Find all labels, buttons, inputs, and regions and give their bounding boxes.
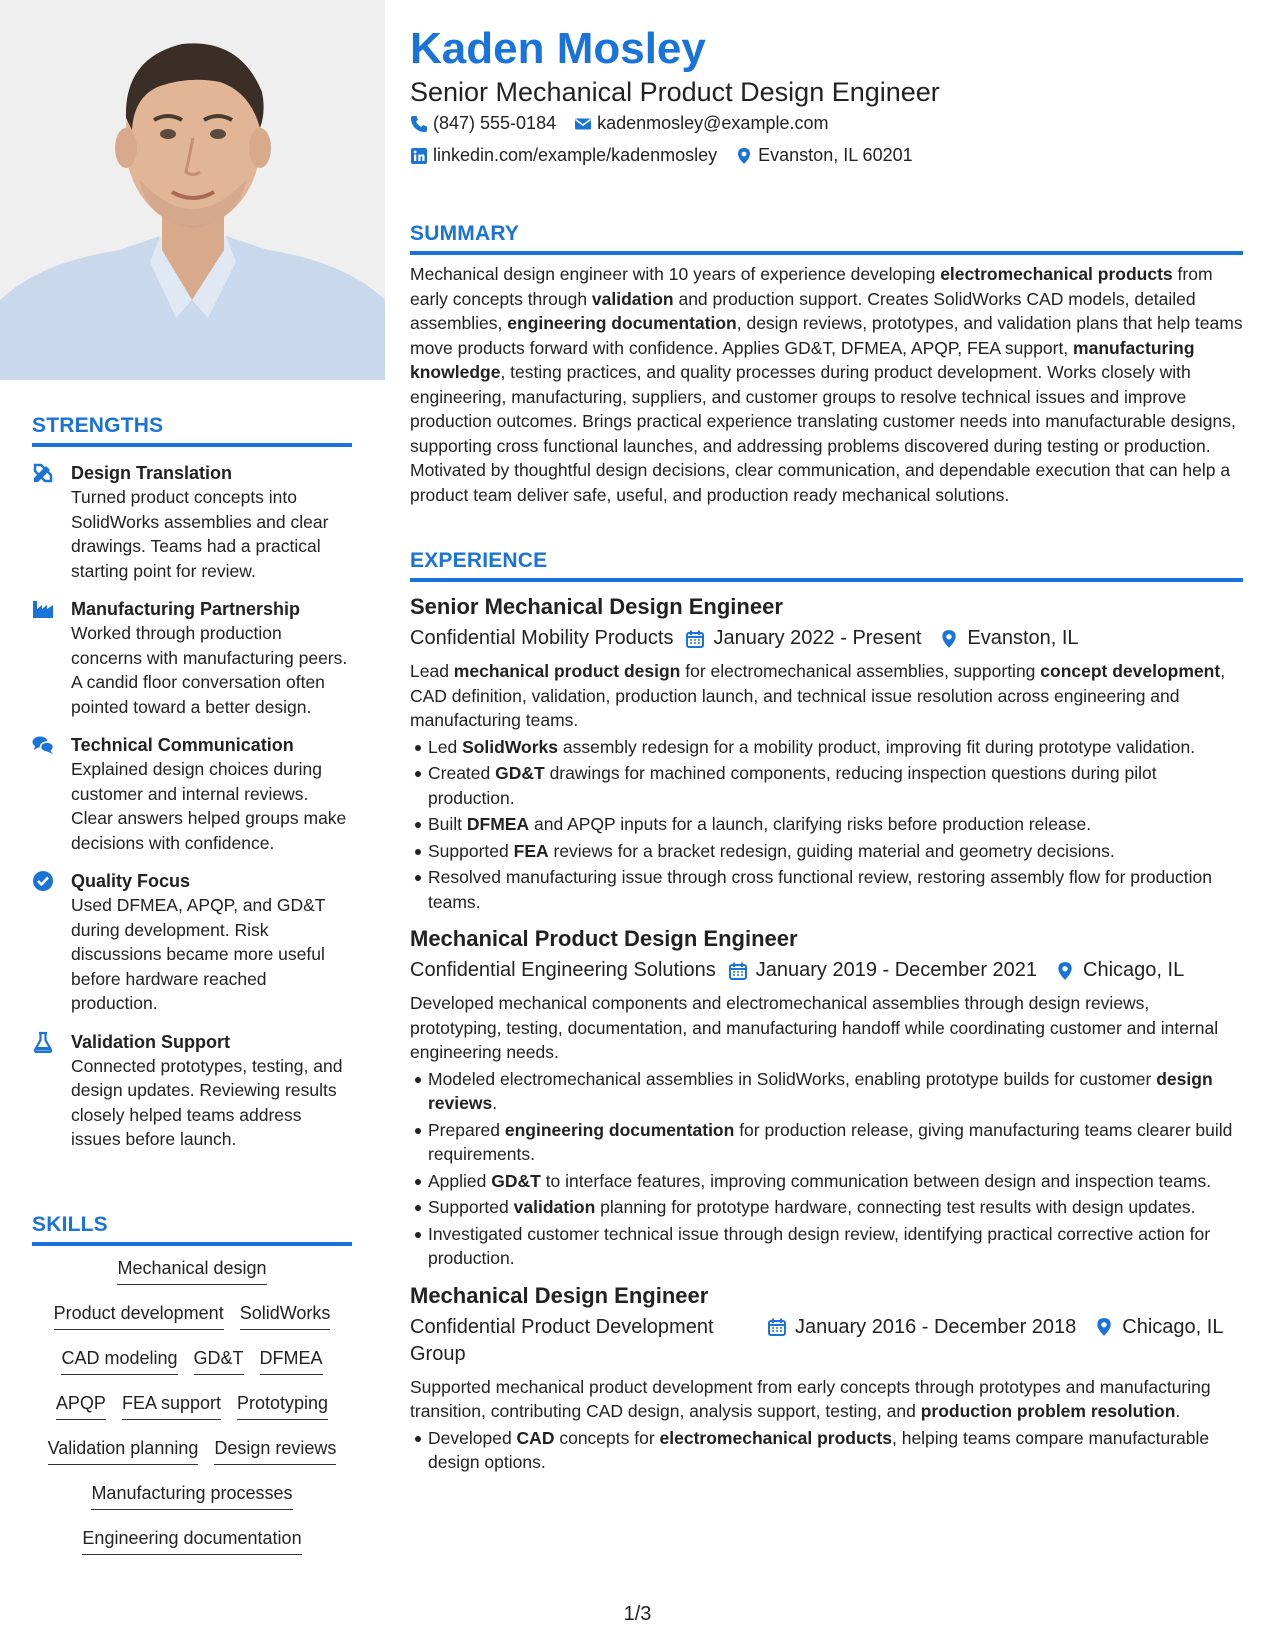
emphasis-text: manufacturing knowledge [410, 337, 1195, 382]
job-dates [767, 1314, 1076, 1341]
strength-desc: Used DFMEA, APQP, and GD&T during development. Risk discussions became more useful before hardware reached production. [71, 895, 326, 1013]
skill-row [32, 1256, 352, 1301]
skill-row [32, 1526, 352, 1571]
portrait-icon [0, 0, 385, 380]
emphasis-text: DFMEA [466, 814, 530, 834]
strength-item [32, 869, 352, 1016]
linkedin-contact[interactable] [410, 145, 717, 166]
job-entry [410, 924, 1243, 1271]
linkedin-text[interactable]: linkedin.com/example/kadenmosley [433, 145, 718, 165]
map-pin-icon [1055, 961, 1075, 981]
job-location [939, 625, 1078, 652]
phone-contact [410, 113, 556, 134]
candidate-headline: Senior Mechanical Product Design Engineer [410, 77, 940, 107]
phone-text: (847) 555-0184 [433, 113, 557, 133]
strength-name: Validation Support [71, 1031, 231, 1052]
check-badge-icon [32, 870, 54, 892]
strength-item [32, 1030, 352, 1152]
bullet-item: Created GD&T drawings for machined components, reducing inspection questions during pilot production. [428, 761, 1243, 810]
emphasis-text: electromechanical products [659, 1427, 892, 1448]
email-text[interactable]: kadenmosley@example.com [597, 113, 829, 133]
chat-bubbles-icon [32, 734, 54, 756]
profile-photo [0, 0, 385, 380]
factory-icon [32, 598, 54, 620]
skill-tag: FEA support [122, 1391, 221, 1420]
summary-text: Mechanical design engineer with 10 years of experience developing electromechanical products from early concepts through validation and production support. Creates SolidWorks CAD models, detailed assemblies, engineering documentation, design reviews, prototypes, and validation plans that help teams move products forward with confidence. Applies GD&T, DFMEA, APQP, FEA support, manufacturing knowledge, testing practices, and quality processes during product development. Works closely with engineering, manufacturing, suppliers, and customer groups to resolve technical issues and improve production outcomes. Brings practical experience translating customer needs into manufacturable designs, supporting cross functional launches, and addressing problems discovered during testing or production. Motivated by thoughtful design decisions, clear communication, and dependable execution that can help a product team deliver safe, useful, and production ready mechanical solutions. [410, 264, 1243, 505]
contact-row-2 [410, 145, 913, 166]
skill-tag: CAD modeling [61, 1346, 177, 1375]
bullet-item: Built DFMEA and APQP inputs for a launch, clarifying risks before production release. [428, 812, 1243, 837]
job-bullets [410, 1426, 1243, 1475]
job-description: Developed mechanical components and electromechanical assemblies through design reviews, prototyping, testing, documentation, and manufacturing handoff while coordinating customer and internal engineering needs. [410, 993, 1219, 1062]
job-location-text: Evanston, IL [967, 627, 1079, 649]
linkedin-icon [410, 147, 428, 165]
location-text: Evanston, IL 60201 [758, 145, 913, 165]
skill-tag: SolidWorks [240, 1301, 331, 1330]
emphasis-text: production problem resolution [920, 1401, 1176, 1421]
job-title: Mechanical Design Engineer [410, 1282, 709, 1308]
page-indicator: 1/3 [623, 1603, 652, 1625]
pencil-ruler-icon [32, 462, 54, 484]
bullet-item: Investigated customer technical issue through design review, identifying practical corrective action for production. [428, 1222, 1243, 1271]
skill-tag: Validation planning [48, 1436, 199, 1465]
calendar-icon [767, 1317, 787, 1337]
email-contact[interactable] [574, 113, 828, 134]
job-meta [410, 625, 1243, 652]
skill-tag: Mechanical design [117, 1256, 266, 1285]
bullet-item: Developed CAD concepts for electromechanical products, helping teams compare manufacturable design options. [428, 1426, 1243, 1475]
job-company: Confidential Product Development Group [410, 1315, 714, 1365]
strength-desc: Connected prototypes, testing, and design updates. Reviewing results closely helped teams address issues before launch. [71, 1055, 343, 1149]
job-title: Senior Mechanical Design Engineer [410, 594, 783, 619]
calendar-icon [728, 961, 748, 981]
skill-tag: Product development [54, 1301, 224, 1330]
job-description: Lead mechanical product design for electromechanical assemblies, supporting concept development, CAD definition, validation, production launch, and technical issue resolution across engineering and manufacturing teams. [410, 661, 1226, 730]
summary-section [410, 222, 1243, 507]
strength-item [32, 597, 352, 719]
emphasis-text: engineering documentation [504, 1119, 735, 1140]
bullet-item: Modeled electromechanical assemblies in SolidWorks, enabling prototype builds for customer design reviews. [428, 1067, 1243, 1116]
job-dates-text: January 2019 - December 2021 [755, 959, 1038, 981]
left-column [0, 0, 385, 1650]
skill-row [32, 1346, 352, 1391]
job-title: Mechanical Product Design Engineer [410, 926, 798, 951]
bullet-item: Applied GD&T to interface features, improving communication between design and inspection teams. [428, 1169, 1243, 1194]
contact-row-1 [410, 113, 828, 134]
emphasis-text: GD&T [491, 1170, 541, 1191]
skill-tag: Engineering documentation [82, 1526, 301, 1555]
skill-list [32, 1256, 352, 1571]
emphasis-text: CAD [516, 1427, 555, 1448]
skill-row [32, 1301, 352, 1346]
job-dates [685, 625, 921, 652]
summary-title: SUMMARY [410, 222, 1243, 255]
bullet-item: Supported FEA reviews for a bracket redesign, guiding material and geometry decisions. [428, 839, 1243, 864]
skill-tag: Manufacturing processes [91, 1481, 292, 1510]
strength-name: Quality Focus [71, 871, 191, 891]
job-description: Supported mechanical product development from early concepts through prototypes and manufacturing transition, contributing CAD design, analysis support, testing, and production problem resolution. [410, 1376, 1211, 1421]
job-entry [410, 1281, 1243, 1475]
emphasis-text: concept development [1040, 661, 1221, 681]
emphasis-text: mechanical product design [453, 661, 681, 681]
calendar-icon [685, 629, 705, 649]
job-bullets [410, 1067, 1243, 1271]
skill-row [32, 1481, 352, 1526]
job-dates [728, 957, 1037, 984]
skill-tag: APQP [56, 1391, 106, 1420]
bullet-item: Led SolidWorks assembly redesign for a mobility product, improving fit during prototype validation. [428, 735, 1243, 760]
emphasis-text: validation [591, 288, 674, 309]
skill-tag: DFMEA [260, 1346, 323, 1375]
emphasis-text: electromechanical products [940, 264, 1173, 284]
emphasis-text: SolidWorks [462, 736, 559, 757]
bullet-item: Prepared engineering documentation for production release, giving manufacturing teams clearer build requirements. [428, 1118, 1243, 1167]
job-location [1094, 1314, 1223, 1341]
skills-title: SKILLS [32, 1213, 352, 1246]
emphasis-text: validation [513, 1197, 596, 1217]
job-entry [410, 592, 1243, 914]
strengths-section [32, 414, 352, 1152]
strength-name: Manufacturing Partnership [71, 599, 301, 619]
strength-desc: Worked through production concerns with manufacturing peers. A candid floor conversation often pointed toward a better design. [71, 623, 348, 717]
emphasis-text: FEA [513, 840, 549, 861]
job-bullets [410, 735, 1243, 915]
strength-desc: Explained design choices during customer and internal reviews. Clear answers helped groups make decisions with confidence. [71, 759, 347, 853]
emphasis-text: engineering documentation [507, 313, 737, 333]
map-pin-icon [735, 147, 753, 165]
skill-tag: Design reviews [214, 1436, 336, 1465]
phone-icon [410, 115, 428, 133]
job-company: Confidential Mobility Products [410, 627, 674, 649]
strengths-title: STRENGTHS [32, 414, 352, 447]
skill-row [32, 1436, 352, 1481]
job-meta [410, 1314, 1243, 1368]
strength-name: Technical Communication [71, 735, 294, 755]
strength-item [32, 733, 352, 855]
job-location [1055, 957, 1184, 984]
job-dates-text: January 2016 - December 2018 [795, 1315, 1077, 1338]
skill-tag: GD&T [194, 1346, 244, 1375]
skills-section [32, 1213, 352, 1571]
skill-tag: Prototyping [237, 1391, 328, 1420]
bullet-item: Supported validation planning for prototype hardware, connecting test results with design updates. [428, 1195, 1243, 1220]
skill-row [32, 1391, 352, 1436]
location-contact [735, 145, 912, 166]
job-meta [410, 957, 1243, 984]
strength-desc: Turned product concepts into SolidWorks assemblies and clear drawings. Teams had a practical starting point for review. [71, 487, 329, 581]
envelope-icon [574, 115, 592, 133]
job-location-text: Chicago, IL [1122, 1315, 1224, 1338]
emphasis-text: design reviews [428, 1068, 1213, 1113]
experience-title: EXPERIENCE [410, 549, 1243, 582]
job-location-text: Chicago, IL [1083, 959, 1185, 981]
flask-icon [32, 1031, 54, 1053]
candidate-name: Kaden Mosley [410, 24, 706, 73]
job-dates-text: January 2022 - Present [713, 627, 922, 649]
experience-section [410, 549, 1243, 1475]
bullet-item: Resolved manufacturing issue through cross functional review, restoring assembly flow for production teams. [428, 865, 1243, 914]
map-pin-icon [939, 629, 959, 649]
emphasis-text: GD&T [495, 763, 545, 783]
job-company: Confidential Engineering Solutions [410, 959, 716, 981]
strength-name: Design Translation [71, 463, 233, 483]
map-pin-icon [1094, 1317, 1114, 1337]
strength-item [32, 461, 352, 583]
